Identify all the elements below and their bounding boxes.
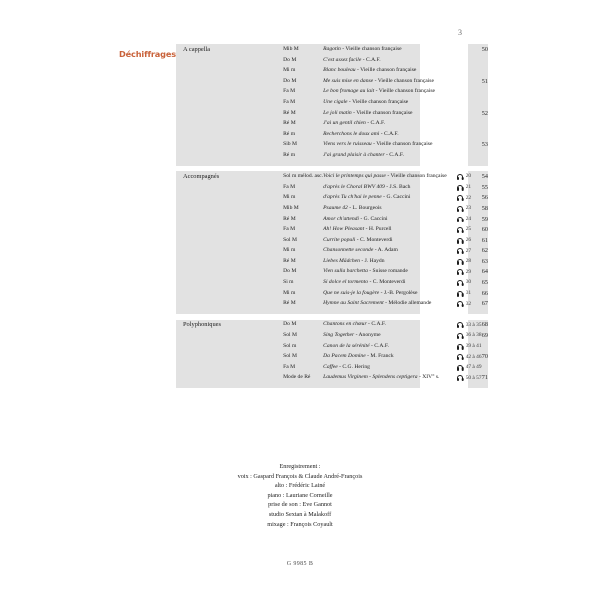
headphones-icon: [457, 280, 464, 286]
track-cell: [447, 238, 482, 249]
group-label-cell: [176, 68, 221, 79]
track-number: 31: [465, 289, 472, 296]
work-title: Hymne au Saint Sacrement: [323, 300, 384, 307]
key-signature-cell: Fa M: [283, 88, 296, 95]
track-marker: [457, 344, 482, 350]
page-ref-cell: 56: [481, 194, 488, 202]
track-marker: [457, 248, 471, 254]
work-source: - G. Caccini: [381, 194, 411, 201]
track-cell: [447, 269, 482, 280]
key-signature-cell: Si m: [283, 279, 294, 286]
page-ref-cell: 51: [481, 77, 488, 85]
work-source: - XIV° s.: [417, 374, 440, 381]
work-title: Si dolce el tormento: [323, 279, 369, 286]
track-cell: [447, 206, 482, 217]
group-label-cell: [176, 344, 221, 355]
track-cell: [447, 111, 482, 122]
track-number: 23: [465, 205, 472, 212]
work-title: Voici le printemps qui passe: [323, 173, 386, 180]
track-cell: [447, 142, 482, 153]
track-marker: [457, 174, 471, 180]
work-title: Da Pacem Domine: [323, 353, 366, 360]
table-row: [176, 375, 488, 386]
group-label: A cappella: [183, 46, 211, 53]
group-label-cell: [176, 333, 221, 344]
work-title: Vien sulla barchetta: [323, 268, 368, 275]
track-marker: [457, 301, 471, 307]
page-ref-cell: 60: [481, 226, 488, 234]
headphones-icon: [457, 375, 464, 381]
work-title: d'après Tu ch'hai le penne: [323, 194, 382, 201]
work-source: - H. Purcell: [364, 226, 392, 233]
key-signature-cell: Mib M: [283, 204, 299, 211]
track-cell: [447, 280, 482, 291]
work-title: Une cigale: [323, 98, 348, 105]
work-title: Laudemus Virginem - Splendens ceptigera: [323, 374, 418, 381]
work-title: Le joli matin: [323, 109, 352, 116]
group-label-cell: [176, 153, 221, 164]
track-number: 32: [465, 300, 472, 307]
track-marker: [457, 238, 471, 244]
key-signature-cell: Ré m: [283, 151, 296, 158]
track-marker: [457, 195, 471, 201]
group-label-cell: [176, 280, 221, 291]
track-number: 42 à 46: [465, 353, 482, 360]
work-title: Canon de la sérénité: [323, 342, 370, 349]
key-signature-cell: Do M: [283, 56, 297, 63]
group-label-cell: [176, 365, 221, 376]
track-cell: [447, 89, 482, 100]
group-label-cell: [176, 217, 221, 228]
work-source: - Vieille chanson française: [385, 173, 447, 180]
track-marker: [457, 322, 482, 328]
track-marker: [457, 217, 471, 223]
headphones-icon: [457, 269, 464, 275]
work-title: Blanc bouleau: [323, 67, 356, 74]
work-source: - G. Caccini: [358, 215, 388, 222]
group-label-cell: [176, 89, 221, 100]
work-source: - C.A.F.: [369, 342, 389, 349]
page-ref-cell: 68: [481, 321, 488, 329]
credits-line: mixage : François Coyault: [267, 520, 333, 528]
work-source: - J. Haydn: [359, 257, 385, 264]
group-label-cell: [176, 47, 221, 58]
key-signature-cell: Mi m: [283, 67, 296, 74]
work-title: Liebes Mädchen: [323, 257, 360, 264]
group-label-cell: [176, 174, 221, 185]
group-label-cell: [176, 375, 221, 386]
work-source: - C.A.F.: [366, 321, 386, 328]
group-label-cell: [176, 301, 221, 312]
track-cell: [447, 217, 482, 228]
work-source: - Vieille chanson française: [351, 109, 413, 116]
track-marker: [457, 259, 471, 265]
headphones-icon: [457, 322, 464, 328]
group-label: Polyphoniques: [183, 321, 221, 329]
group-label: Accompagnés: [183, 173, 220, 181]
work-source: - Vieille chanson française: [355, 67, 417, 74]
track-cell: [447, 58, 482, 69]
key-signature-cell: Do M: [283, 321, 297, 328]
work-title: d'après le Choral BWV 409: [323, 183, 385, 190]
page-ref-cell: 64: [481, 268, 488, 276]
credits-line: alto : Frédéric Lainé: [274, 482, 326, 490]
headphones-icon: [457, 227, 464, 233]
headphones-icon: [457, 301, 464, 307]
work-title: Sing Together: [323, 332, 355, 339]
track-number: 24: [465, 215, 472, 222]
group-label-cell: [176, 206, 221, 217]
page-ref-cell: 61: [481, 236, 488, 244]
track-cell: [447, 344, 482, 355]
track-marker: [457, 354, 482, 360]
track-marker: [457, 365, 482, 371]
work-title: Amor ch'attendi: [323, 215, 359, 222]
page-ref-cell: 59: [481, 215, 488, 223]
page-ref-cell: 67: [481, 300, 488, 308]
key-signature-cell: Ré M: [283, 300, 296, 307]
track-number: 39 à 41: [465, 342, 482, 349]
work-title: Ragotin: [323, 46, 341, 52]
work-source: - Vieille chanson française: [347, 98, 409, 105]
group-label-cell: [176, 238, 221, 249]
headphones-icon: [457, 248, 464, 254]
work-title: J'ai grand plaisir à chanter: [323, 151, 385, 158]
page-ref-cell: 50: [481, 46, 488, 53]
track-marker: [457, 269, 471, 275]
work-source: - A. Adam: [373, 247, 398, 254]
track-number: 26: [465, 236, 472, 243]
group-label-cell: [176, 291, 221, 302]
page-number: 3: [458, 28, 463, 37]
work-source: - C. Monteverdi: [355, 236, 393, 243]
key-signature-cell: Mi m: [283, 289, 296, 296]
work-title: Me suis mise en danse: [323, 77, 374, 84]
headphones-icon: [457, 259, 464, 265]
key-signature-cell: Ré M: [283, 215, 296, 222]
work-source: - M. Franck: [365, 353, 394, 360]
track-cell: [447, 132, 482, 143]
track-cell: [447, 365, 482, 376]
group-label-cell: [176, 111, 221, 122]
key-signature-cell: Sol m: [283, 342, 297, 349]
work-title: Le bon fromage au lait: [323, 88, 375, 95]
work-title-cell: [323, 153, 447, 164]
headphones-icon: [457, 365, 464, 371]
page-ref-cell: 55: [481, 183, 488, 191]
track-cell: [447, 47, 482, 58]
key-signature-cell: Ré m: [283, 130, 296, 137]
track-number: 21: [465, 184, 472, 191]
track-number: 50 à 57: [465, 374, 482, 381]
group-label-cell: [176, 269, 221, 280]
key-signature-cell: Sol m mélod. asc.: [283, 173, 324, 180]
page-ref-cell: 54: [481, 173, 488, 181]
page-ref-cell: [482, 100, 488, 111]
headphones-icon: [457, 238, 464, 244]
track-cell: [447, 121, 482, 132]
page-ref-cell: 62: [481, 247, 488, 255]
work-source: - C.G. Hering: [337, 363, 370, 370]
page-ref-cell: 63: [481, 257, 488, 265]
page-ref-cell: 52: [481, 109, 488, 117]
work-title: C'est assez facile: [323, 56, 362, 63]
credits-line: piano : Lauriane Corneille: [267, 491, 333, 499]
track-marker: [457, 206, 471, 212]
group-label-cell: [176, 322, 221, 333]
headphones-icon: [457, 185, 464, 191]
key-signature-cell: Mi m: [283, 194, 296, 201]
track-cell: [447, 100, 482, 111]
track-marker: [457, 280, 471, 286]
page-ref-cell: 70: [481, 353, 488, 361]
page-ref-cell: [482, 121, 488, 132]
track-cell: [447, 185, 482, 196]
track-number: 22: [465, 194, 472, 201]
work-source: - C. Monteverdi: [368, 279, 406, 286]
group-label-cell: [176, 354, 221, 365]
track-marker: [457, 185, 471, 191]
key-signature-cell: Fa M: [283, 363, 296, 370]
key-signature-cell: Mi m: [283, 247, 296, 254]
recording-credits: [0, 462, 600, 529]
page-ref-cell: 58: [481, 204, 488, 212]
page-ref-cell: 65: [481, 279, 488, 287]
section-title: Déchiffrages: [119, 49, 177, 59]
group-label-cell: [176, 185, 221, 196]
key-signature-cell: Fa M: [283, 183, 296, 190]
work-title: Chantons en chœur: [323, 321, 367, 328]
work-source: - C.A.F.: [379, 130, 399, 137]
work-source: - J.-B. Pergolèse: [379, 289, 418, 296]
credits-heading: Enregistrement :: [279, 463, 321, 470]
work-source: - L. Bourgeois: [347, 204, 382, 211]
work-source: - Mélodie allemande: [383, 300, 432, 307]
track-number: 47 à 49: [465, 364, 482, 371]
group-label-cell: [176, 142, 221, 153]
track-cell: [447, 259, 482, 270]
work-title: Ah! How Pleasant: [323, 226, 365, 233]
track-number: 28: [465, 258, 472, 265]
group-label-cell: [176, 121, 221, 132]
work-title: Psaume 42: [323, 204, 348, 211]
track-cell: [447, 227, 482, 238]
page-ref-cell: 71: [481, 374, 488, 382]
work-source: - Suisse romande: [367, 268, 408, 275]
work-title: Que ne suis-je la fougère: [323, 289, 380, 296]
group-label-cell: [176, 58, 221, 69]
headphones-icon: [457, 206, 464, 212]
track-marker: [457, 227, 471, 233]
key-signature-cell: Mib M: [283, 46, 299, 52]
track-cell: [447, 301, 482, 312]
key-signature-cell: Sol M: [283, 236, 297, 243]
work-title: Chansonnette seconde: [323, 247, 374, 254]
key-signature-cell: Ré M: [283, 257, 296, 264]
work-title: Recherchons le doux ami: [323, 130, 380, 137]
track-cell: [447, 174, 482, 185]
page-ref-cell: [482, 89, 488, 100]
group-label-cell: [176, 259, 221, 270]
headphones-icon: [457, 354, 464, 360]
track-number: 27: [465, 247, 472, 254]
track-cell: [447, 79, 482, 90]
key-signature-cell: Sib M: [283, 141, 297, 148]
headphones-icon: [457, 291, 464, 297]
track-number: 25: [465, 226, 472, 233]
work-source: - Vieille chanson française: [340, 46, 402, 52]
group-label-cell: [176, 100, 221, 111]
work-title: Caffee: [323, 363, 338, 370]
work-source: - C.A.F.: [365, 120, 386, 127]
work-source: - Vieille chanson française: [374, 88, 435, 95]
key-signature-cell: Sol M: [283, 332, 297, 339]
track-number: 20: [465, 173, 472, 180]
work-title: Viens vers le ruisseau: [323, 141, 372, 148]
work-source: - C.A.F.: [384, 151, 404, 158]
track-number: 30: [465, 279, 472, 286]
work-source: - Vieille chanson française: [371, 141, 433, 148]
plate-number: G 9985 B: [286, 561, 314, 567]
key-signature-cell: Fa M: [283, 226, 296, 233]
page-ref-cell: 66: [481, 289, 488, 297]
track-number: 29: [465, 268, 472, 275]
work-title-cell: [323, 375, 447, 386]
work-source: - Vieille chanson française: [373, 77, 434, 84]
key-signature-cell: Sol M: [283, 353, 297, 360]
group-label-cell: [176, 79, 221, 90]
work-source: - C.A.F.: [361, 56, 381, 63]
page-ref-cell: 53: [481, 141, 488, 149]
track-number: 36 à 38: [465, 332, 482, 339]
track-cell: [447, 248, 482, 259]
credits-line: voix : Gaspard François & Claude André-François: [237, 472, 363, 480]
track-cell: [447, 153, 482, 164]
key-signature-cell: Do M: [283, 268, 297, 275]
work-title-cell: [323, 301, 447, 312]
group-label-cell: [176, 195, 221, 206]
work-title: J'ai un gentil chien: [323, 120, 366, 127]
page-ref-cell: [482, 153, 488, 164]
table-row: [176, 301, 488, 312]
credits-line: prise de son : Eve Gannot: [268, 501, 332, 509]
track-number: 33 à 35: [465, 321, 482, 328]
headphones-icon: [457, 333, 464, 339]
key-signature-cell: Ré M: [283, 109, 296, 116]
track-cell: [447, 291, 482, 302]
key-signature-cell: Ré M: [283, 120, 296, 127]
track-cell: [447, 68, 482, 79]
group-label-cell: [176, 248, 221, 259]
key-signature-cell: Do M: [283, 77, 297, 84]
headphones-icon: [457, 174, 464, 180]
group-label-cell: [176, 227, 221, 238]
track-marker: [457, 291, 471, 297]
track-marker: [457, 333, 482, 339]
work-source: - J.S. Bach: [384, 183, 411, 190]
group-label-cell: [176, 132, 221, 143]
page-ref-cell: 69: [481, 332, 488, 340]
headphones-icon: [457, 195, 464, 201]
track-cell: [447, 375, 482, 386]
contents-table: [176, 47, 488, 386]
track-marker: [457, 375, 482, 381]
work-title: Currite populi: [323, 236, 356, 243]
table-row: [176, 153, 488, 164]
work-source: - Anonyme: [354, 332, 381, 339]
track-cell: [447, 195, 482, 206]
headphones-icon: [457, 217, 464, 223]
page-ref-cell: [482, 58, 488, 69]
credits-line: studio Sextan à Malakoff: [268, 510, 332, 518]
key-signature-cell: Mode de Ré: [283, 374, 311, 381]
headphones-icon: [457, 344, 464, 350]
key-signature-cell: Fa M: [283, 98, 296, 105]
